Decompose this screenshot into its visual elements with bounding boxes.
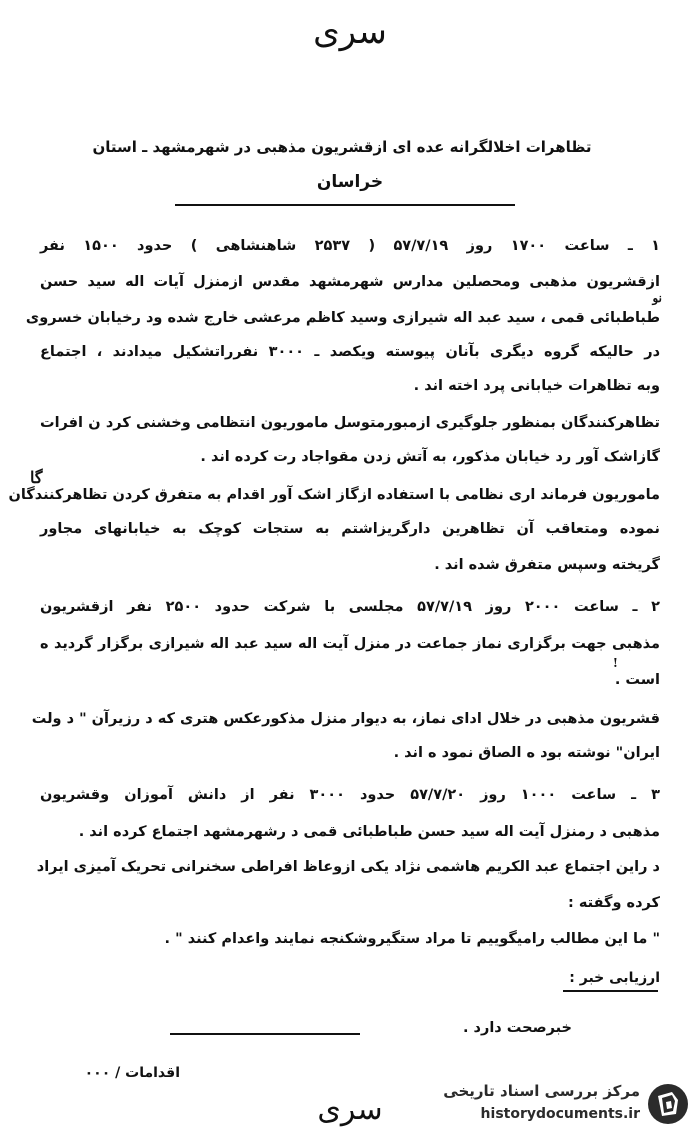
archive-name: مرکز بررسی اسناد تاریخی (443, 1082, 640, 1100)
actions-label: اقدامات / ۰۰۰ (84, 1065, 180, 1081)
document-title-province: خراسان (316, 172, 384, 192)
handwritten-mark: گا (30, 468, 43, 487)
body-line: کرده وگفته : (568, 895, 660, 911)
body-line: د راین اجتماع عبد الکریم هاشمی نژاد یکی ازوعاظ افراطی سخنرانی تحریک آمیزی ایراد (36, 859, 660, 875)
body-line: است . (614, 672, 660, 688)
body-line: در حالیکه گروه دیگری بآنان پیوسته ویکصد ـ ۳۰۰۰ نفرراتشکیل میدادند ، اجتماع (40, 344, 661, 360)
archive-url: historydocuments.ir (480, 1106, 640, 1122)
quoted-statement: " ما این مطالب رامیگوییم تا مراد ستگیروشکنجه نمایند واعدام کنند " . (164, 931, 660, 947)
assessment-underline (563, 990, 658, 992)
body-line: ۱ ـ ساعت ۱۷۰۰ روز ۵۷/۷/۱۹ ( ۲۵۳۷ شاهنشاهی ) حدود ۱۵۰۰ نفر (40, 238, 661, 254)
archive-watermark (425, 1078, 690, 1132)
handwritten-mark: ! (612, 656, 618, 670)
body-line: قشریون مذهبی در خلال ادای نماز، به دیوار منزل مذکورعکس هتری که د رزیرآن " د ولت (31, 711, 660, 727)
body-line: ۳ ـ ساعت ۱۰۰۰ روز ۵۷/۷/۲۰ حدود ۳۰۰۰ نفر از دانش آموزان وقشریون (40, 787, 660, 803)
body-line: مذهبی جهت برگزاری نماز جماعت در منزل آیت اله سید عبد اله شیرازی برگزار گردید ه (40, 636, 660, 652)
body-line: گریخته وسپس متفرق شده اند . (434, 557, 660, 573)
body-line: ۲ ـ ساعت ۲۰۰۰ روز ۵۷/۷/۱۹ مجلسی با شرکت حدود ۲۵۰۰ نفر ازقشریون (40, 599, 660, 615)
body-line: گازاشک آور رد خیابان مذکور، به آتش زدن مقواجاد رت کرده اند . (200, 449, 660, 465)
body-line: وبه تظاهرات خیابانی پرد اخته اند . (413, 378, 660, 394)
body-line: تظاهرکنندگان بمنظور جلوگیری ازمبورمتوسل ماموریون انتظامی وخشنی کرد ن افرات (40, 415, 660, 431)
handwritten-mark: نو (652, 291, 662, 305)
body-line: ماموریون فرماند اری نظامی با استفاده ازگاز اشک آور اقدام به متفرق کردن تظاهرکنندگان (8, 487, 660, 503)
body-line: طباطبائی قمی ، سید عبد اله شیرازی وسید کاظم مرعشی خارج شده ود رخیابان خسروی (25, 310, 660, 326)
title-underline (175, 204, 515, 206)
document-title: تظاهرات اخلالگرانه عده ای ازقشریون مذهبی در شهرمشهد ـ استان (92, 138, 592, 156)
archive-logo-icon (646, 1082, 690, 1126)
body-line: ایران" نوشته بود ه الصاق نمود ه اند . (393, 745, 660, 761)
classification-header: سری (313, 12, 387, 52)
body-line: نموده ومتعاقب آن تظاهرین دارگریزاشتم به ستجات کوچک به خیابانهای مجاور (40, 521, 660, 537)
classification-footer: سری (317, 1092, 383, 1127)
body-line: مذهبی د رمنزل آیت اله سید حسن طباطبائی قمی د رشهرمشهد اجتماع کرده اند . (78, 824, 660, 840)
assessment-heading: ارزیابی خبر : (569, 970, 660, 986)
assessment-result: خبرصحت دارد . (462, 1020, 572, 1036)
body-line: ازقشریون مذهبی ومحصلین مدارس شهرمشهد مقدس ازمنزل آیات اله سید حسن (40, 274, 660, 290)
